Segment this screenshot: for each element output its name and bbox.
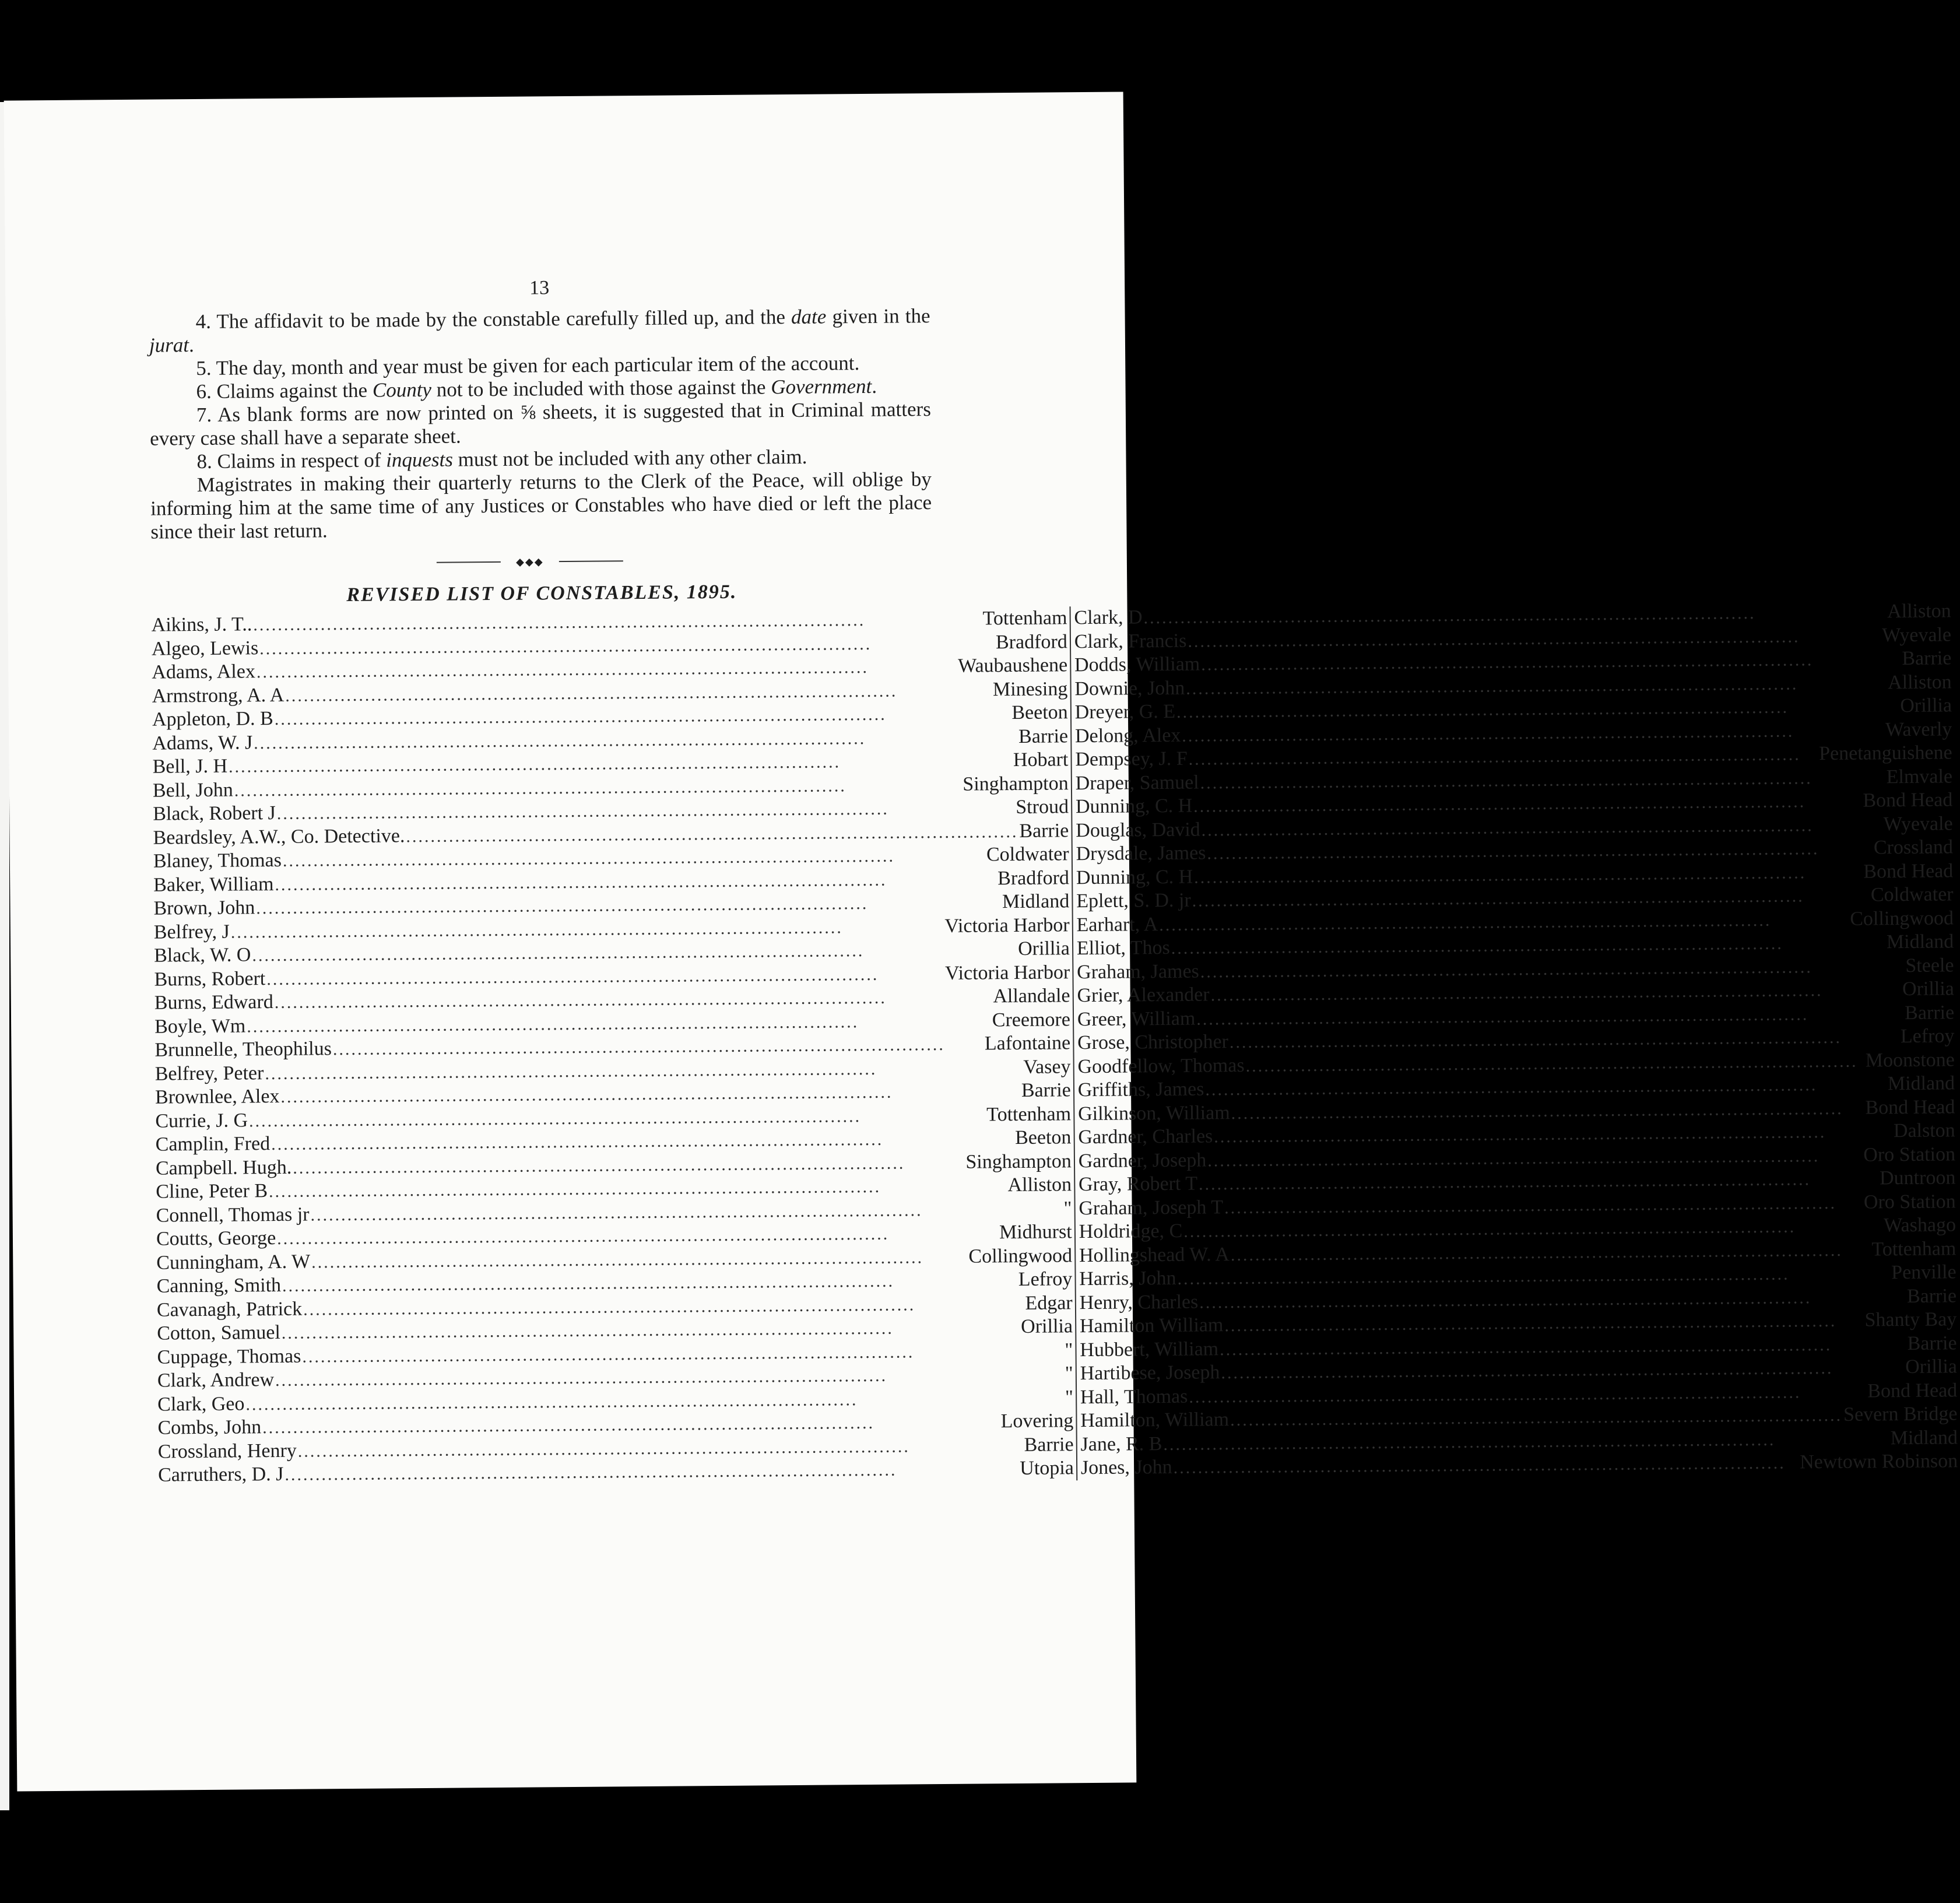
constable-place: Wyevale [1883,812,1953,835]
item-text: Magistrates in making their quarterly returns to the Clerk of the Peace, will oblige by informing him at the same time of any Justices or Constables who have died or left the place since their last return. [150,468,932,543]
constable-place: Barrie [1021,1079,1071,1101]
constable-place: Orillia [1900,694,1952,717]
constable-place: Waverly [1885,718,1952,740]
item-number: 7. [196,403,212,427]
constable-name: Draper, Samuel [1075,771,1199,794]
constable-place: Oro Station [1863,1143,1956,1166]
constable-place: Utopia [1020,1457,1074,1479]
item-text: given in the [826,304,930,328]
item-emphasis: jurat [149,333,189,357]
constable-name: Hamilton, William [1080,1409,1230,1432]
leader-dots [1174,1451,1799,1479]
constable-place: Midland [1890,1426,1958,1449]
constable-name: Dodds, William [1074,653,1200,676]
right-column [1070,599,1958,1480]
constable-place: Collingwood [968,1244,1073,1268]
constable-place: Dalston [1893,1119,1955,1142]
constable-place: Barrie [1024,1433,1074,1456]
constable-name: Adams, Alex [152,661,256,683]
item-emphasis: date [791,305,827,328]
constable-place: Coldwater [1870,883,1954,906]
constable-place: Beeton [1011,701,1068,724]
item-emphasis: Government [771,374,872,399]
constable-name: Brunnelle, Theophilus [154,1038,332,1061]
constable-place: Bond Head [1863,859,1954,883]
constable-name: Hall, Thomas [1080,1385,1188,1408]
item-text: not to be included with those against the [431,375,771,401]
left-column [152,606,1078,1487]
constable-name: Harris, John [1079,1267,1176,1290]
item-text: . [188,333,194,357]
constable-place: Bond Head [1863,789,1953,812]
constable-name: Cotton, Samuel [157,1321,280,1344]
instruction-4 [149,304,930,357]
constable-place: Stroud [1016,796,1069,818]
constable-name: Dreyer, G. E [1074,700,1176,724]
item-text: As blank forms are now printed on ⅝ sheets, it is suggested that in Criminal matters every case shall have a separate sheet. [150,398,932,450]
constable-name: Coutts, George [156,1227,276,1250]
constable-place: Newtown Robinson [1799,1450,1958,1473]
document-page [4,92,1958,1792]
constable-name: Bell, John [152,779,233,802]
constable-place: Hobart [1013,749,1069,771]
constable-name: Cline, Peter B [156,1180,268,1203]
constable-place: Lafontaine [984,1032,1071,1055]
constable-name: Clark, Geo [157,1392,245,1416]
constable-place: Steele [1905,954,1954,977]
constable-place: Barrie [1907,1332,1957,1354]
constable-place: Victoria Harbor [944,961,1070,984]
constable-name: Belfrey, J [153,921,230,943]
magistrates-note [150,468,932,544]
item-emphasis: County [372,378,432,402]
leader-dots [1245,1049,1864,1077]
constable-place: Orillia [1017,938,1070,960]
constable-name: Earhart, A [1076,913,1158,936]
leader-dots [284,1458,1018,1486]
item-text: The day, month and year must be given for each particular item of the account. [216,352,860,380]
constable-place: Bradford [997,866,1070,889]
item-number: 6. [196,380,212,403]
constable-name: Black, Robert J [153,802,276,825]
constable-place: Elmvale [1886,765,1953,788]
constable-name: Belfrey, Peter [154,1062,264,1085]
constable-place: Penville [1891,1261,1957,1284]
page-content [149,274,1958,1487]
constable-name: Dempsey, J. F [1075,747,1188,771]
constable-place: Waubaushene [957,654,1068,677]
constable-place: Bond Head [1867,1379,1958,1402]
constable-name: Dunning, C. H [1075,795,1193,818]
constable-place: Midland [1887,1072,1955,1095]
constable-name: Gray, Robert T [1078,1172,1198,1196]
constable-name: Jane, R. B [1080,1432,1162,1455]
page-number: 13 [529,277,550,299]
constable-place: Tottenham [982,607,1067,630]
constable-name: Adams, W. J [152,731,253,754]
leader-dots [1230,1404,1842,1432]
item-number: 8. [196,450,212,473]
constable-name: Baker, William [153,873,274,896]
divider-ornament: ◆◆◆ [501,556,559,568]
constables-list [151,600,1958,1487]
item-text: Claims against the [216,378,373,403]
constable-place: Barrie [1018,725,1069,747]
constable-place: Barrie [1905,1001,1955,1024]
constable-place: Alliston [1007,1174,1072,1196]
constable-name: Cavanagh, Patrick [156,1298,303,1321]
item-number: 4. [195,310,212,333]
constable-place: Tottenham [986,1103,1072,1125]
constable-place: Orillia [1021,1315,1073,1337]
constable-name: Griffiths, James [1077,1078,1204,1101]
constable-name: Gardner, Joseph [1078,1149,1207,1172]
constable-name: Clark, D [1074,606,1143,629]
constable-place: Shanty Bay [1864,1308,1957,1331]
constable-name: Grier, Alexander [1077,984,1210,1007]
constable-name: Campbell. Hugh. [155,1156,292,1179]
constable-place: Lovering [1000,1410,1074,1432]
constable-name: Connell, Thomas jr [156,1203,310,1227]
constable-name: Goodfellow, Thomas [1077,1054,1245,1077]
constable-place: Singhampton [963,772,1069,795]
constable-place: Moonstone [1865,1048,1955,1072]
constable-name: Dunning, C. H [1076,866,1193,889]
constable-place: Minesing [992,677,1068,700]
constable-place: Barrie [1906,1284,1957,1307]
constable-place: Alliston [1887,600,1951,623]
leader-dots [406,820,1018,848]
constable-name: Eplett, S. D. jr [1076,889,1191,912]
constable-place: Bond Head [1865,1096,1955,1119]
constable-place: Collingwood [1850,907,1954,930]
constable-place: Orillia [1902,978,1954,1000]
constable-place: " [1065,1339,1073,1361]
constable-place: Bradford [995,630,1067,653]
constable-place: Washago [1884,1214,1957,1237]
constable-name: Graham, James [1077,960,1199,983]
item-text: Claims in respect of [217,448,387,473]
constable-place: Barrie [1902,647,1952,670]
constable-name: Boyle, Wm [154,1014,246,1038]
item-number: 5. [196,356,212,380]
constable-name: Hollingshead W. A [1079,1243,1230,1266]
constable-name: Graham, Joseph T [1079,1196,1224,1219]
constable-place: Vasey [1023,1055,1071,1078]
constable-name: Currie, J. G [155,1109,248,1132]
item-text: The affidavit to be made by the constable carefully filled up, and the [216,306,786,333]
constable-place: Edgar [1025,1291,1073,1314]
constable-name: Douglas, David [1076,819,1200,841]
constable-name: Greer, William [1077,1007,1196,1030]
constable-place: Duntroon [1879,1167,1956,1189]
constable-name: Hubbert, William [1080,1337,1219,1361]
constable-name: Drysdale, James [1076,842,1206,865]
list-title: REVISED LIST OF CONSTABLES, 1895. [346,581,737,606]
constable-place: Allandale [993,985,1070,1007]
constable-place: " [1065,1363,1073,1385]
section-divider [151,553,932,571]
constable-name: Beardsley, A.W., Co. Detective. [153,824,405,849]
constable-name: Burns, Robert [154,967,266,991]
constable-place: Oro Station [1863,1190,1956,1213]
constable-name: Delong, Alex [1074,724,1181,747]
constable-place: Crossland [1873,836,1954,859]
constable-name: Henry, Charles [1079,1291,1199,1314]
constable-place: Alliston [1887,670,1952,693]
constable-place: Midhurst [999,1221,1072,1244]
constable-place: Wyevale [1882,623,1952,646]
constable-name: Bell, J. H [152,755,228,778]
constable-name: Armstrong, A. A [152,684,284,707]
constable-place: Tottenham [1871,1237,1957,1260]
constable-name: Hartibese, Joseph [1080,1361,1220,1385]
constable-name: Grose, Christopher [1077,1031,1229,1054]
constable-place: " [1063,1197,1072,1219]
constable-place: " [1065,1386,1074,1408]
constable-name: Canning, Smith [156,1274,282,1297]
constable-place: Lefroy [1900,1025,1955,1048]
constable-name: Cunningham, A. W [156,1251,311,1274]
constable-name: Black, W. O [154,944,251,967]
constable-name: Brown, John [153,897,255,919]
constable-name: Clark, Francis [1074,630,1187,652]
constable-place: Beeton [1014,1126,1072,1149]
constable-name: Aikins, J. T.. [151,613,252,636]
constable-name: Crossland, Henry [157,1439,297,1463]
constable-place: Midland [1886,931,1954,953]
constable-place: Singhampton [965,1150,1072,1173]
item-emphasis: inquests [386,448,454,472]
constable-place: Midland [1002,890,1070,913]
constable-place: Orillia [1905,1356,1958,1378]
constable-name: Camplin, Fred [155,1133,271,1156]
constable-name: Elliot, Thos [1076,936,1170,960]
constable-place: Severn Bridge [1843,1403,1958,1426]
constable-name: Gilkinson, William [1077,1101,1230,1125]
instructions [149,304,932,544]
constable-name: Hamilton William [1079,1314,1224,1337]
instruction-7 [150,398,932,451]
constable-name: Clark, Andrew [157,1369,275,1392]
constable-name: Combs, John [157,1416,262,1439]
constable-place: Creemore [992,1008,1070,1031]
constable-name: Jones, John [1080,1456,1172,1479]
constable-name: Carruthers, D. J [158,1463,284,1486]
constable-name: Appleton, D. B [152,707,273,731]
constable-name: Burns, Edward [154,991,273,1014]
item-text: must not be included with any other claim. [452,445,807,471]
constable-place: Victoria Harbor [944,914,1070,937]
constable-name: Algeo, Lewis [151,637,259,660]
constable-place: Barrie [1019,819,1069,842]
constable-name: Downie, John [1074,677,1185,700]
constable-name: Holdridge, C [1079,1220,1183,1243]
constable-name: Blaney, Thomas [153,849,282,872]
constable-place: Penetanguishene [1818,742,1952,765]
constable-place: Lefroy [1018,1268,1073,1290]
constable-name: Brownlee, Alex [154,1085,280,1108]
item-text: . [872,374,877,398]
constable-name: Gardner, Charles [1078,1125,1213,1149]
constable-place: Coldwater [986,843,1069,866]
constable-name: Cuppage, Thomas [157,1345,301,1368]
